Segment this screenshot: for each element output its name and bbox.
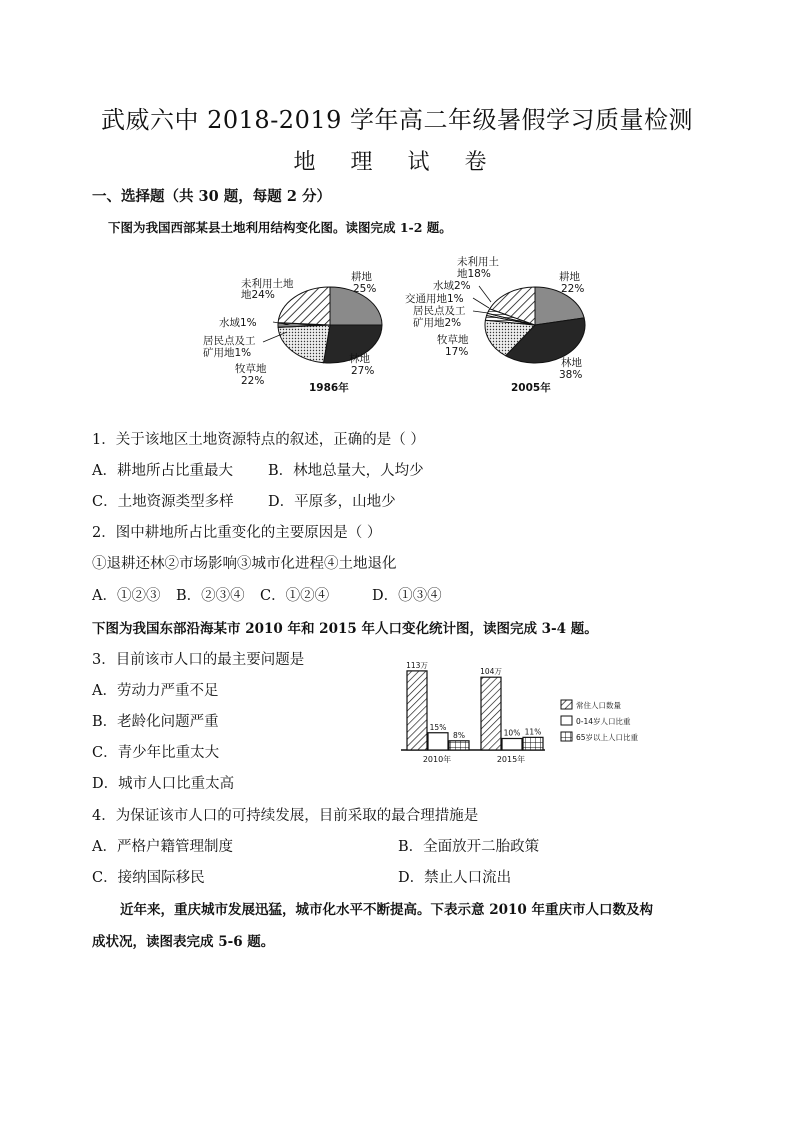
- q3-stem: 3．目前该市人口的最主要问题是: [92, 652, 305, 668]
- q2-stem: 2．图中耕地所占比重变化的主要原因是（ ）: [92, 525, 382, 541]
- intro-1-2: 下图为我国西部某县土地利用结构变化图。读图完成 1-2 题。: [108, 220, 452, 235]
- q4-option-b: B．全面放开二胎政策: [398, 839, 540, 855]
- intro-5-6-line1: 近年来，重庆城市发展迅猛，城市化水平不断提高。下表示意 2010 年重庆市人口数及构: [120, 902, 653, 918]
- q3-option-a: A．劳动力严重不足: [92, 683, 219, 699]
- bar-label-0-2: 8%: [453, 730, 465, 740]
- label-resid-1986: 居民点及工: [203, 335, 256, 347]
- pie-1986: [278, 287, 382, 363]
- q4-option-c: C．接纳国际移民: [92, 870, 205, 886]
- pie-slice-2: [278, 325, 330, 363]
- q1-option-a: A．耕地所占比重最大: [92, 463, 233, 479]
- bar-1-0: [481, 677, 501, 750]
- label-farm-1986: 耕地: [351, 271, 372, 283]
- intro-5-6-line2: 成状况，读图表完成 5-6 题。: [92, 934, 275, 950]
- year-2005: 2005年: [511, 382, 551, 394]
- label-forest-1986: 林地: [349, 353, 370, 365]
- q3-option-c: C．青少年比重太大: [92, 745, 220, 761]
- q4-option-d: D．禁止人口流出: [398, 870, 512, 886]
- legend-swatch-2: [561, 732, 572, 741]
- legend-swatch-1: [561, 716, 572, 725]
- legend-label-1: 0-14岁人口比重: [576, 717, 631, 726]
- bar-label-1-0: 104万: [480, 667, 502, 677]
- label-forest-pct-1986: 27%: [351, 365, 375, 377]
- bar-1-2: [523, 737, 543, 750]
- label-forest-pct-2005: 38%: [559, 369, 583, 381]
- label-resid-pct-2005: 矿用地2%: [413, 317, 462, 329]
- label-grass-pct-2005: 17%: [445, 346, 469, 358]
- q4-option-a: A．严格户籍管理制度: [92, 839, 233, 855]
- label-farm-pct-1986: 25%: [353, 283, 377, 295]
- label-water-1986: 水域1%: [219, 317, 257, 329]
- legend-label-2: 65岁以上人口比重: [576, 733, 639, 742]
- label-traffic-2005: 交通用地1%: [405, 293, 464, 305]
- bar-legend: [561, 700, 639, 742]
- q2-items: ①退耕还林②市场影响③城市化进程④土地退化: [92, 556, 397, 572]
- bar-0-0: [407, 671, 427, 750]
- section-heading: 一、选择题（共 30 题，每题 2 分）: [92, 188, 331, 205]
- label-unused-1986: 未利用土地: [241, 278, 294, 290]
- q2-option-b: B．②③④: [176, 588, 245, 604]
- pie-2005: [485, 287, 585, 363]
- q1-option-b: B．林地总量大，人均少: [268, 463, 424, 479]
- q1-option-c: C．土地资源类型多样: [92, 494, 234, 510]
- bar-label-0-1: 15%: [429, 722, 447, 732]
- exam-title: 武威六中 2018-2019 学年高二年级暑假学习质量检测: [100, 106, 694, 134]
- label-grass-2005: 牧草地: [437, 334, 469, 346]
- q3-option-d: D．城市人口比重太高: [92, 776, 235, 792]
- bar-label-0-0: 113万: [406, 660, 428, 670]
- q2-option-d: D．①③④: [372, 588, 442, 604]
- q2-option-a: A．①②③: [92, 588, 161, 604]
- label-unused-pct-2005: 地18%: [457, 268, 491, 280]
- land-use-pie-figure: [195, 250, 605, 400]
- label-unused-2005: 未利用土: [457, 256, 499, 268]
- legend-swatch-0: [561, 700, 572, 709]
- label-unused-pct-1986: 地24%: [241, 289, 275, 301]
- bar-0-2: [449, 741, 469, 750]
- label-resid-pct-1986: 矿用地1%: [203, 347, 252, 359]
- bar-label-1-1: 10%: [503, 728, 521, 738]
- population-bar-chart: [395, 652, 650, 772]
- label-farm-2005: 耕地: [559, 271, 580, 283]
- intro-3-4: 下图为我国东部沿海某市 2010 年和 2015 年人口变化统计图，读图完成 3-4 题。: [92, 621, 598, 637]
- bar-label-1-2: 11%: [524, 727, 542, 737]
- label-resid-2005: 居民点及工: [413, 305, 466, 317]
- category-label-0: 2010年: [422, 755, 452, 764]
- q1-stem: 1．关于该地区土地资源特点的叙述，正确的是（ ）: [92, 432, 425, 448]
- bar-0-1: [428, 733, 448, 750]
- pie-slice-5: [278, 287, 330, 325]
- label-grass-pct-1986: 22%: [241, 375, 265, 387]
- exam-subtitle: 地 理 试 卷: [293, 150, 501, 175]
- year-1986: 1986年: [309, 382, 349, 394]
- q3-option-b: B．老龄化问题严重: [92, 714, 219, 730]
- label-water-2005: 水域2%: [433, 280, 471, 292]
- bar-1-1: [502, 739, 522, 751]
- q1-option-d: D．平原多，山地少: [268, 494, 396, 510]
- q4-stem: 4．为保证该市人口的可持续发展，目前采取的最合理措施是: [92, 808, 479, 824]
- q2-option-c: C．①②④: [260, 588, 330, 604]
- label-forest-2005: 林地: [561, 357, 582, 369]
- category-label-1: 2015年: [496, 755, 526, 764]
- legend-label-0: 常住人口数量: [576, 701, 621, 710]
- label-grass-1986: 牧草地: [235, 363, 267, 375]
- label-farm-pct-2005: 22%: [561, 283, 585, 295]
